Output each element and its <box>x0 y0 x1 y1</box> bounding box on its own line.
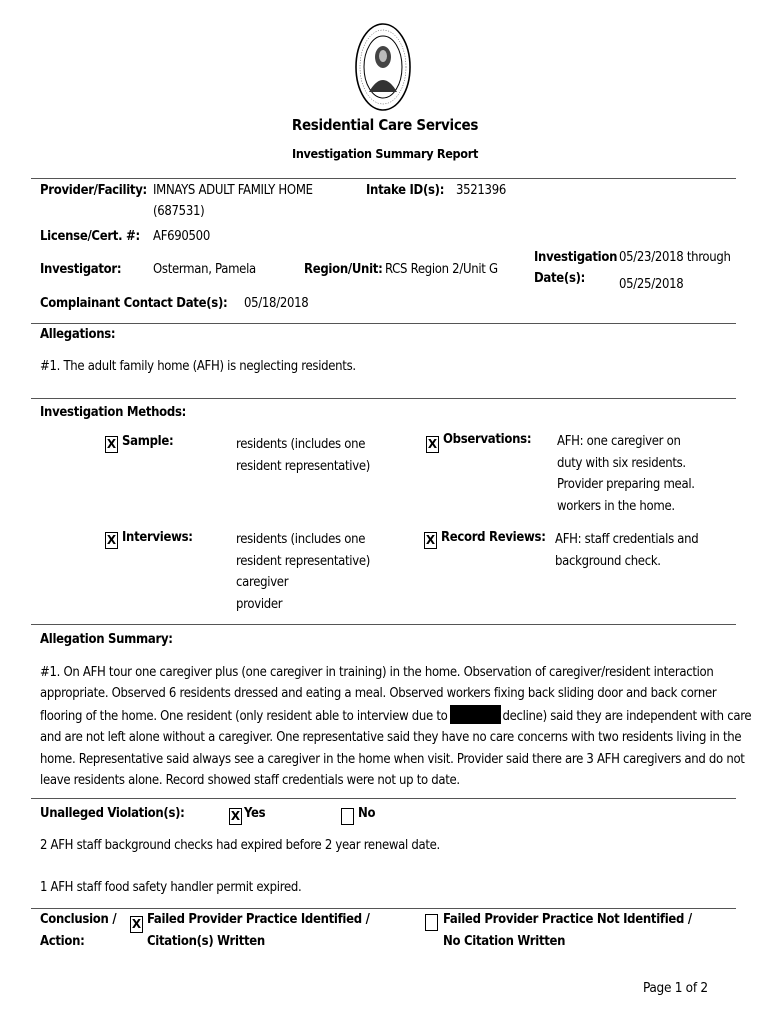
provider-name: IMNAYS ADULT FAMILY HOME <box>153 183 313 198</box>
observations-details: AFH: one caregiver on duty with six residents. Provider preparing meal. workers in the home. <box>557 434 695 514</box>
summary-paragraph: #1. On AFH tour one caregiver plus (one caregiver in training) in the home. Observation of caregiver/resident interaction appropriate. Observed 6 residents dressed and eating a meal. Observed workers fixing back sliding door and back corner flooring of the home. One resident (only resident able to interview due to decline) said they are independent with care and are not left alone without a caregiver. One representative said they have no care concerns with two residents living in the home. Representative said always see a caregiver in the home when visit. Provider said there are 3 AFH caregivers and do not leave residents alone. Record showed staff credentials were not up to date. <box>40 665 752 789</box>
license-label: License/Cert. #: <box>40 229 140 244</box>
conclusion-label: Conclusion / <box>40 912 117 927</box>
interviews-details: residents (includes one resident representative) caregiver provider <box>236 532 371 612</box>
methods-heading: Investigation Methods: <box>40 405 187 420</box>
violations-no-checkbox[interactable] <box>341 808 354 825</box>
investigation-dates-label-2: Date(s): <box>534 271 586 286</box>
sample-label: Sample: <box>122 434 174 449</box>
complainant-label: Complainant Contact Date(s): <box>40 296 228 311</box>
violations-no-label: No <box>358 806 376 821</box>
provider-id: (687531) <box>153 204 205 219</box>
license-value: AF690500 <box>153 229 210 244</box>
violations-yes-checkbox[interactable]: X <box>230 809 241 823</box>
summary-heading: Allegation Summary: <box>40 632 173 647</box>
provider-label: Provider/Facility: <box>40 183 147 198</box>
violation-item: 2 AFH staff background checks had expired before 2 year renewal date. <box>40 838 440 853</box>
failed-practice-identified-label: Failed Provider Practice Identified / <box>147 912 370 927</box>
observations-label: Observations: <box>443 432 532 447</box>
complainant-value: 05/18/2018 <box>244 296 309 311</box>
intake-value: 3521396 <box>456 183 506 198</box>
allegation-item: #1. The adult family home (AFH) is neglecting residents. <box>40 359 356 374</box>
washington-state-seal <box>354 22 412 112</box>
unalleged-violations-label: Unalleged Violation(s): <box>40 806 185 821</box>
investigator-value: Osterman, Pamela <box>153 262 256 277</box>
failed-practice-identified-checkbox[interactable]: X <box>131 917 142 931</box>
divider <box>31 398 736 399</box>
page-number: Page 1 of 2 <box>643 980 708 996</box>
investigator-label: Investigator: <box>40 262 122 277</box>
investigation-dates-value: 05/23/2018 through <box>619 250 731 265</box>
violation-item: 1 AFH staff food safety handler permit expired. <box>40 880 302 895</box>
interviews-label: Interviews: <box>122 530 193 545</box>
investigation-dates-value-2: 05/25/2018 <box>619 277 684 292</box>
divider <box>31 178 736 179</box>
investigation-dates-label: Investigation <box>534 250 618 265</box>
divider <box>31 908 736 909</box>
report-agency-title: Residential Care Services <box>291 116 479 134</box>
no-citation-label: No Citation Written <box>443 934 566 949</box>
failed-practice-not-identified-label: Failed Provider Practice Not Identified / <box>443 912 692 927</box>
observations-checkbox[interactable]: X <box>427 437 438 451</box>
conclusion-label-2: Action: <box>40 934 85 949</box>
allegations-heading: Allegations: <box>40 327 116 342</box>
citation-written-label: Citation(s) Written <box>147 934 265 949</box>
interviews-checkbox[interactable]: X <box>106 533 117 547</box>
divider <box>31 798 736 799</box>
redaction-block <box>450 705 501 724</box>
failed-practice-not-identified-checkbox[interactable] <box>425 914 438 931</box>
region-label: Region/Unit: <box>304 262 383 277</box>
record-reviews-details: AFH: staff credentials and background check. <box>555 532 699 569</box>
divider <box>31 624 736 625</box>
record-reviews-checkbox[interactable]: X <box>425 533 436 547</box>
divider <box>31 323 736 324</box>
report-subtitle: Investigation Summary Report <box>291 146 479 161</box>
sample-details: residents (includes one resident representative) <box>236 437 371 474</box>
violations-yes-label: Yes <box>244 806 266 821</box>
sample-checkbox[interactable]: X <box>106 437 117 451</box>
region-value: RCS Region 2/Unit G <box>385 262 498 277</box>
record-reviews-label: Record Reviews: <box>441 530 546 545</box>
intake-label: Intake ID(s): <box>366 183 445 198</box>
